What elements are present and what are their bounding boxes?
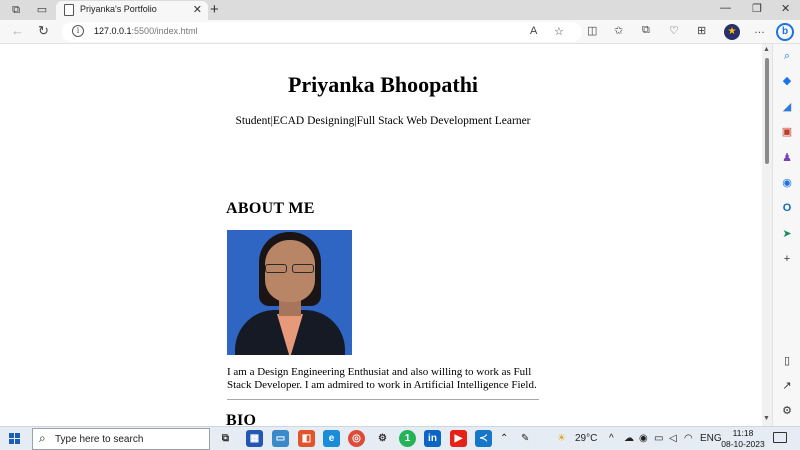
address-bar[interactable] — [62, 22, 582, 42]
paint-app-icon[interactable]: ◧ — [298, 430, 315, 447]
network-icon[interactable]: ◠ — [684, 433, 693, 444]
page-title: Priyanka Bhoopathi — [287, 72, 479, 97]
taskbar-search-box[interactable] — [32, 428, 210, 450]
sidebar-panel-icon[interactable]: ▯ — [783, 355, 791, 367]
url-text[interactable] — [94, 26, 198, 36]
browser-essentials-icon[interactable]: ♡ — [669, 25, 679, 37]
close-tab-icon[interactable]: ✕ — [192, 4, 202, 16]
settings-app-icon[interactable]: ⚙ — [378, 433, 387, 444]
discover-icon[interactable]: ◆ — [782, 75, 792, 87]
search-placeholder: Type here to search — [55, 434, 144, 445]
scroll-up-icon[interactable]: ▲ — [763, 46, 770, 53]
weather-temp[interactable]: 29°C — [575, 433, 598, 444]
minimize-icon[interactable]: — — [720, 2, 731, 14]
page-tagline: Student|ECAD Designing|Full Stack Web Development Learner — [235, 115, 531, 127]
close-window-icon[interactable]: ✕ — [781, 3, 791, 15]
read-aloud-icon[interactable]: A — [530, 25, 538, 37]
drop-icon[interactable]: ➤ — [782, 228, 792, 240]
split-screen-icon[interactable]: ◫ — [587, 25, 598, 37]
site-info-icon[interactable]: i — [72, 25, 84, 37]
browser-tab[interactable] — [56, 1, 208, 20]
about-heading: ABOUT ME — [226, 200, 315, 217]
tab-strip — [0, 0, 800, 20]
scroll-down-icon[interactable]: ▼ — [763, 415, 770, 422]
about-text: I am a Design Engineering Enthusiat and also willing to work as Full Stack Developer. I am admired to work in Artificial Intelligence Field. — [227, 366, 537, 391]
url-path: :5500/index.html — [131, 26, 198, 36]
task-view-icon[interactable]: ⧉ — [221, 433, 230, 444]
taskbar — [0, 426, 800, 450]
pen-icon[interactable]: ✎ — [521, 433, 530, 444]
tab-title: Priyanka's Portfolio — [80, 4, 157, 14]
copilot-icon[interactable]: b — [776, 23, 794, 41]
profile-avatar[interactable]: ★ — [724, 24, 740, 40]
more-menu-icon[interactable]: … — [754, 24, 765, 36]
taskbar-overflow-icon[interactable]: ⌃ — [500, 433, 509, 444]
page-viewport — [0, 44, 762, 426]
sidebar-settings-icon[interactable]: ⚙ — [782, 405, 792, 417]
profile-photo — [227, 230, 352, 355]
url-host: 127.0.0.1 — [94, 26, 132, 36]
back-icon[interactable]: ← — [11, 23, 24, 38]
tools-icon[interactable]: ▣ — [781, 126, 793, 138]
security-icon[interactable]: ◉ — [639, 433, 648, 444]
section-divider — [227, 399, 539, 400]
clock-date: 08-10-2023 — [721, 438, 765, 449]
page-favicon-icon — [64, 4, 74, 16]
edge-browser-icon[interactable]: e — [323, 430, 340, 447]
show-hidden-icons[interactable]: ^ — [609, 433, 614, 444]
restore-icon[interactable]: ❐ — [752, 3, 762, 15]
microsoft-365-icon[interactable]: ◉ — [782, 177, 792, 189]
vscode-icon[interactable]: ≺ — [475, 430, 492, 447]
search-icon: ⌕ — [39, 431, 46, 445]
taskbar-clock[interactable] — [720, 428, 766, 449]
notifications-icon[interactable] — [773, 432, 787, 443]
remote-desktop-icon[interactable]: ▭ — [272, 430, 289, 447]
add-sidebar-icon[interactable]: + — [783, 253, 791, 265]
workspaces-icon[interactable]: ⧉ — [12, 4, 20, 16]
games-icon[interactable]: ♟ — [782, 152, 792, 164]
new-tab-icon[interactable]: + — [210, 1, 219, 18]
outlook-icon[interactable]: O — [782, 202, 792, 214]
open-external-icon[interactable]: ↗ — [782, 380, 792, 392]
weather-icon[interactable]: ☀ — [557, 433, 566, 444]
scrollbar-thumb[interactable] — [765, 58, 769, 164]
page-scrollbar[interactable] — [762, 44, 772, 426]
onedrive-icon[interactable]: ☁ — [624, 433, 634, 444]
favorite-star-icon[interactable]: ☆ — [554, 26, 564, 38]
volume-icon[interactable]: ◁ — [669, 433, 677, 444]
edge-sidebar — [772, 44, 800, 426]
shopping-tag-icon[interactable]: ◢ — [782, 101, 792, 113]
tab-actions-icon[interactable]: ▭ — [36, 4, 48, 16]
store-icon[interactable]: ▦ — [246, 430, 263, 447]
whatsapp-badge: 1 — [404, 433, 411, 444]
linkedin-icon[interactable]: in — [424, 430, 441, 447]
language-indicator[interactable]: ENG — [700, 433, 722, 444]
search-sidebar-icon[interactable]: ⌕ — [783, 50, 791, 62]
clock-time: 11:18 — [732, 428, 754, 438]
whatsapp-icon[interactable] — [399, 430, 416, 447]
bio-heading: BIO — [226, 412, 257, 426]
refresh-icon[interactable]: ↻ — [38, 23, 49, 38]
browser-toolbar — [0, 20, 800, 44]
chrome-icon[interactable]: ◎ — [348, 430, 365, 447]
favorites-icon[interactable]: ✩ — [614, 25, 624, 37]
windows-start-icon[interactable] — [9, 433, 21, 445]
extensions-icon[interactable]: ⊞ — [697, 25, 707, 37]
battery-icon[interactable]: ▭ — [654, 433, 664, 444]
collections-icon[interactable]: ⧉ — [642, 24, 650, 36]
youtube-icon[interactable]: ▶ — [450, 430, 467, 447]
